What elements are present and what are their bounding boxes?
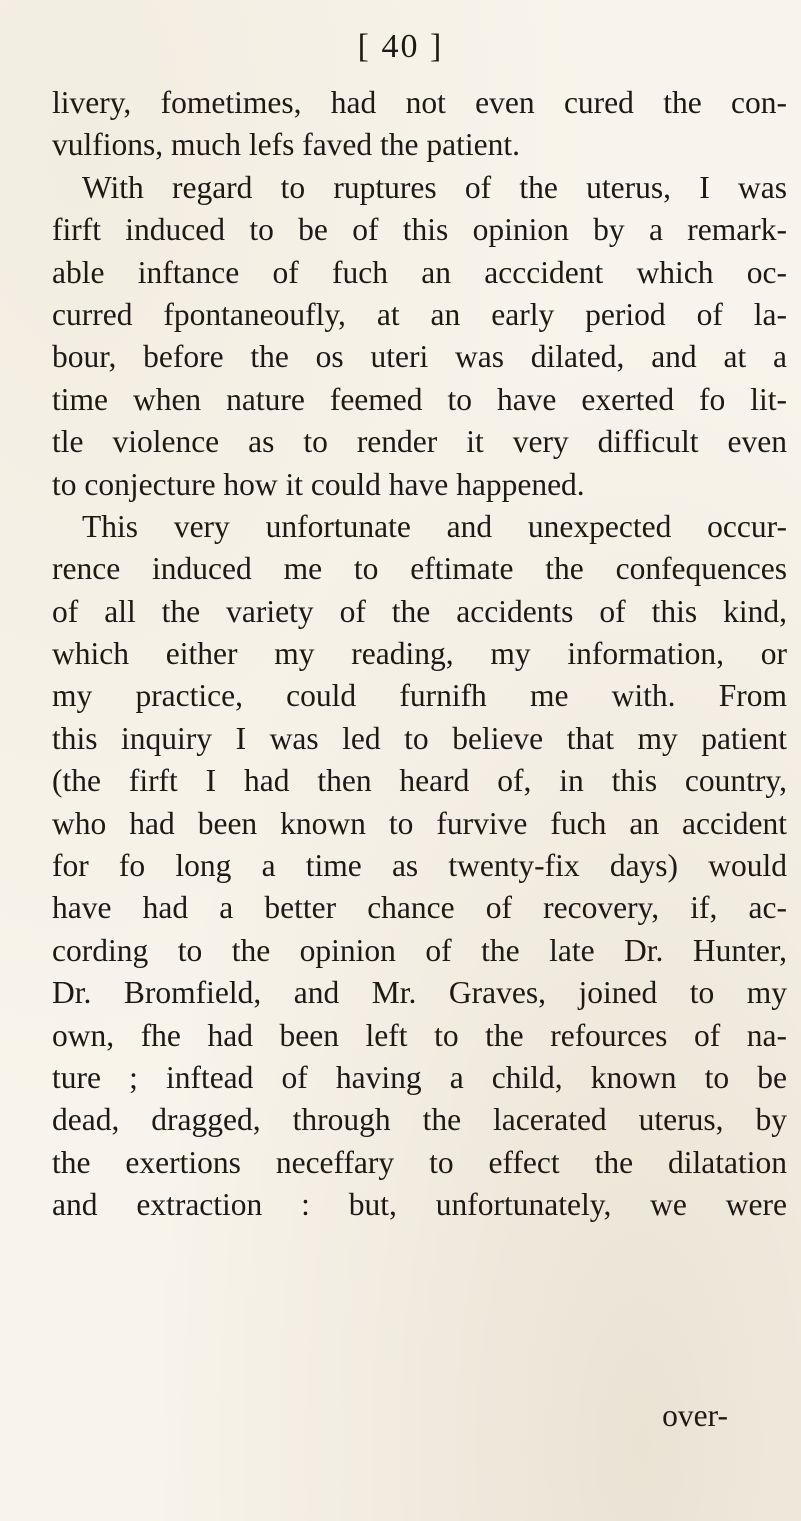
page-number-header: [ 40 ] [357, 28, 444, 65]
text-line: bour, before the os uteri was dilated, and at a [52, 339, 787, 375]
text-line: have had a better chance of recovery, if, ac- [52, 890, 787, 926]
text-line: and extraction : but, unfortunately, we were [52, 1187, 787, 1223]
text-line: who had been known to furvive fuch an accident [52, 805, 787, 841]
text-line: rence induced me to eftimate the confequences [52, 551, 787, 587]
text-line: tle violence as to render it very difficult even [52, 424, 787, 460]
text-line: Dr. Bromfield, and Mr. Graves, joined to my [52, 975, 787, 1011]
text-line: the exertions neceffary to effect the dilatation [52, 1144, 787, 1180]
text-line: to conjecture how it could have happened. [52, 466, 585, 502]
text-line: (the firft I had then heard of, in this country, [52, 763, 787, 799]
text-line: my practice, could furnifh me with. From [52, 678, 787, 714]
text-line: dead, dragged, through the lacerated uterus, by [52, 1102, 787, 1138]
text-line: ture ; inftead of having a child, known to be [52, 1059, 787, 1095]
text-line: of all the variety of the accidents of this kind, [52, 593, 787, 629]
text-line: livery, fometimes, had not even cured the con- [52, 85, 787, 120]
text-line: this inquiry I was led to believe that my patient [52, 720, 787, 756]
text-line: able inftance of fuch an acccident which oc- [52, 254, 787, 290]
text-line: curred fpontaneoufly, at an early period of la- [52, 296, 787, 332]
text-line: With regard to ruptures of the uterus, I was [82, 169, 787, 205]
text-line: vulfions, much lefs faved the patient. [52, 127, 520, 163]
catchword: over- [662, 1398, 728, 1433]
text-line: which either my reading, my information, or [52, 636, 787, 672]
text-line: for fo long a time as twenty-fix days) would [52, 848, 787, 884]
body-text [52, 82, 787, 1227]
text-line: cording to the opinion of the late Dr. Hunter, [52, 932, 787, 968]
text-line: This very unfortunate and unexpected occur- [82, 508, 787, 544]
text-line: time when nature feemed to have exerted fo lit- [52, 381, 787, 417]
text-line: firft induced to be of this opinion by a remark- [52, 212, 787, 248]
text-line: own, fhe had been left to the refources of na- [52, 1017, 787, 1053]
